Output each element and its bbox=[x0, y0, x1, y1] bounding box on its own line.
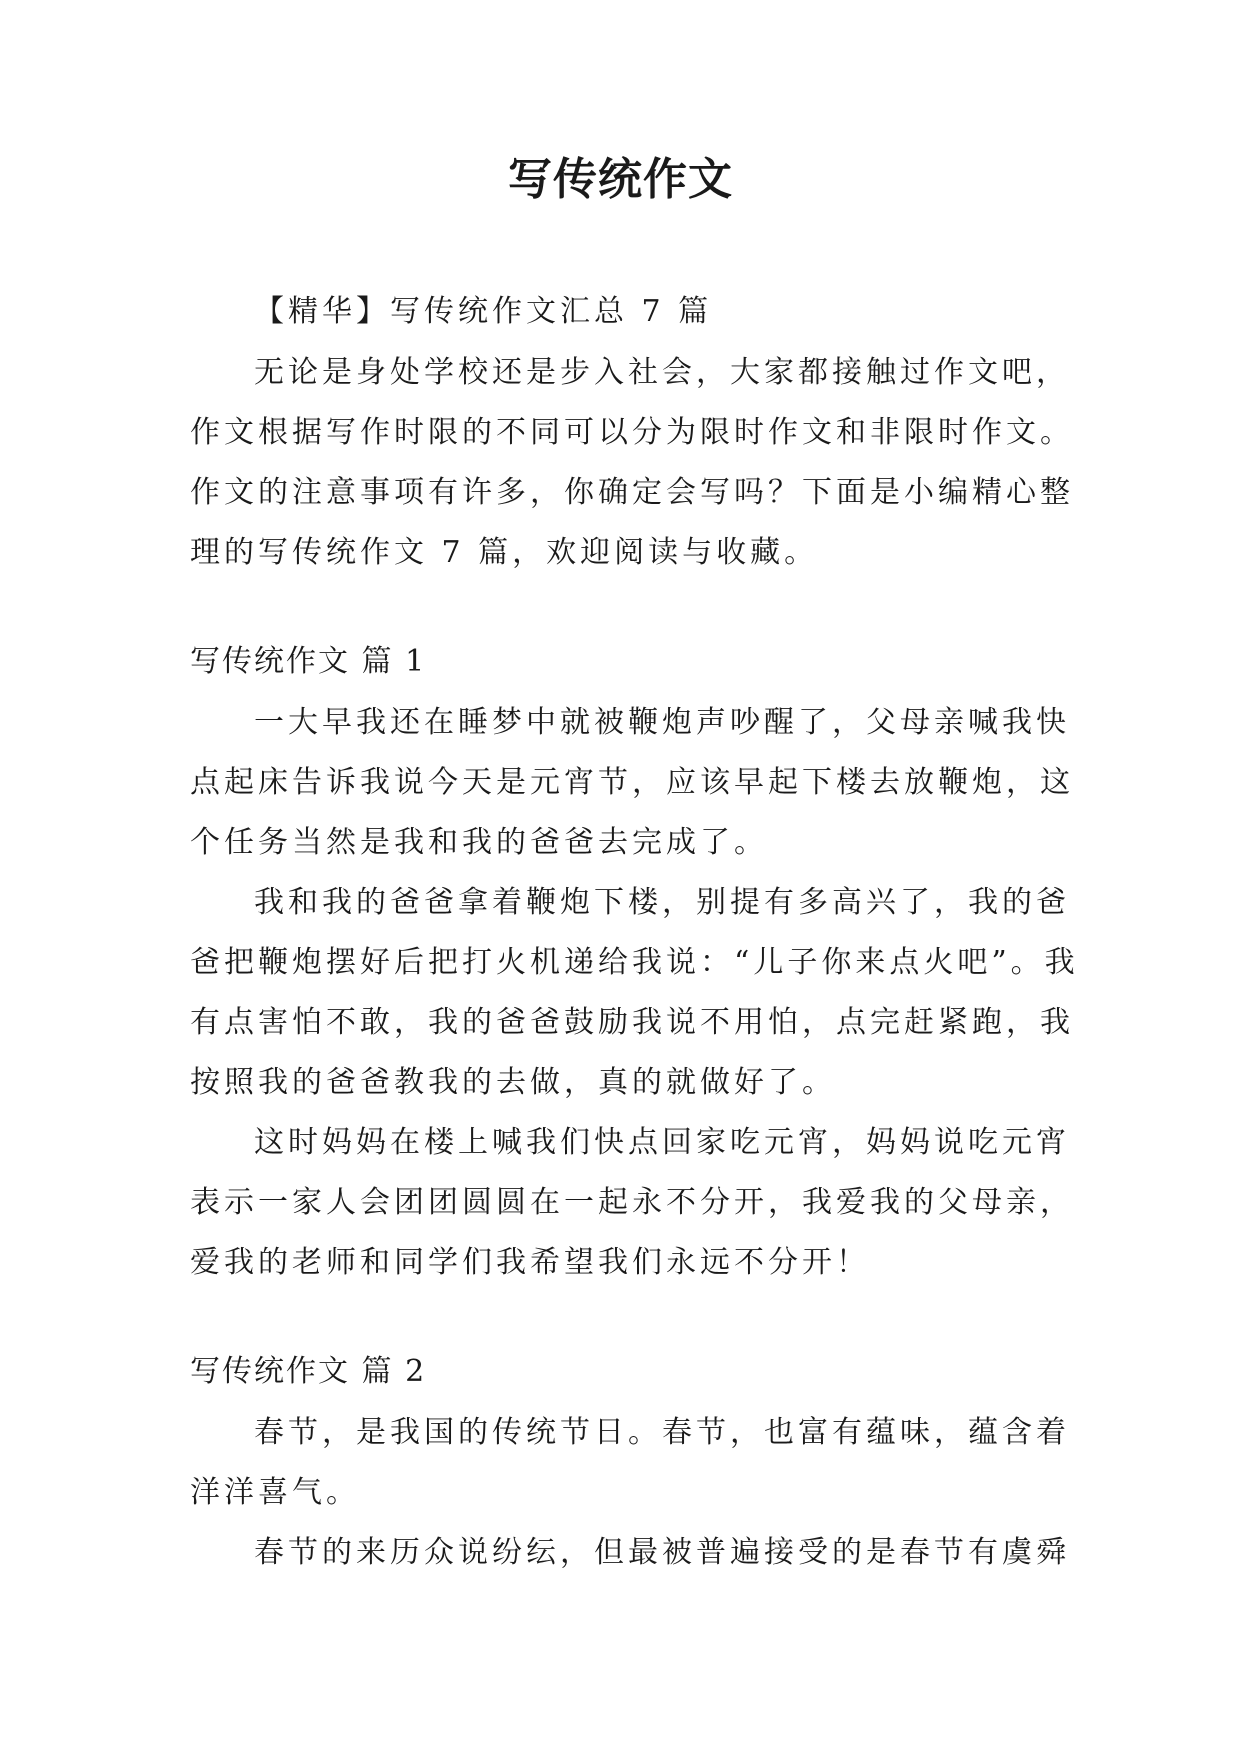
essay-1-paragraph-3-line: 爱我的老师和同学们我希望我们永远不分开！ bbox=[190, 1245, 870, 1280]
essay-2-paragraph-1-line: 春节，是我国的传统节日。春节，也富有蕴味，蕴含着 bbox=[254, 1415, 1070, 1450]
essay-1-paragraph-2-line: 我和我的爸爸拿着鞭炮下楼，别提有多高兴了，我的爸 bbox=[254, 885, 1070, 920]
intro-paragraph-line: 无论是身处学校还是步入社会，大家都接触过作文吧， bbox=[254, 355, 1070, 390]
essay-1-paragraph-3-line: 这时妈妈在楼上喊我们快点回家吃元宵，妈妈说吃元宵 bbox=[254, 1125, 1070, 1160]
essay-1-heading: 写传统作文 篇 1 bbox=[190, 644, 427, 679]
essay-1-paragraph-3-line: 表示一家人会团团圆圆在一起永不分开，我爱我的父母亲， bbox=[190, 1185, 1074, 1220]
essay-2-paragraph-1-line: 洋洋喜气。 bbox=[190, 1475, 360, 1510]
document-title: 写传统作文 bbox=[508, 154, 733, 205]
essay-1-paragraph-2-line: 爸把鞭炮摆好后把打火机递给我说：“儿子你来点火吧”。我 bbox=[190, 945, 1079, 980]
essay-1-paragraph-1-line: 点起床告诉我说今天是元宵节，应该早起下楼去放鞭炮，这 bbox=[190, 765, 1074, 800]
intro-paragraph-line: 作文的注意事项有许多，你确定会写吗？下面是小编精心整 bbox=[190, 475, 1074, 510]
intro-paragraph-line: 理的写传统作文 7 篇，欢迎阅读与收藏。 bbox=[190, 535, 819, 570]
intro-paragraph-line: 作文根据写作时限的不同可以分为限时作文和非限时作文。 bbox=[190, 415, 1074, 450]
essay-1-paragraph-1-line: 个任务当然是我和我的爸爸去完成了。 bbox=[190, 825, 768, 860]
essay-1-paragraph-2-line: 按照我的爸爸教我的去做，真的就做好了。 bbox=[190, 1065, 836, 1100]
essay-1-paragraph-2-line: 有点害怕不敢，我的爸爸鼓励我说不用怕，点完赶紧跑，我 bbox=[190, 1005, 1074, 1040]
essay-2-paragraph-2-line: 春节的来历众说纷纭，但最被普遍接受的是春节有虞舜 bbox=[254, 1535, 1070, 1570]
intro-summary-line: 【精华】写传统作文汇总 7 篇 bbox=[254, 294, 713, 329]
essay-2-heading: 写传统作文 篇 2 bbox=[190, 1354, 427, 1389]
essay-1-paragraph-1-line: 一大早我还在睡梦中就被鞭炮声吵醒了，父母亲喊我快 bbox=[254, 705, 1070, 740]
